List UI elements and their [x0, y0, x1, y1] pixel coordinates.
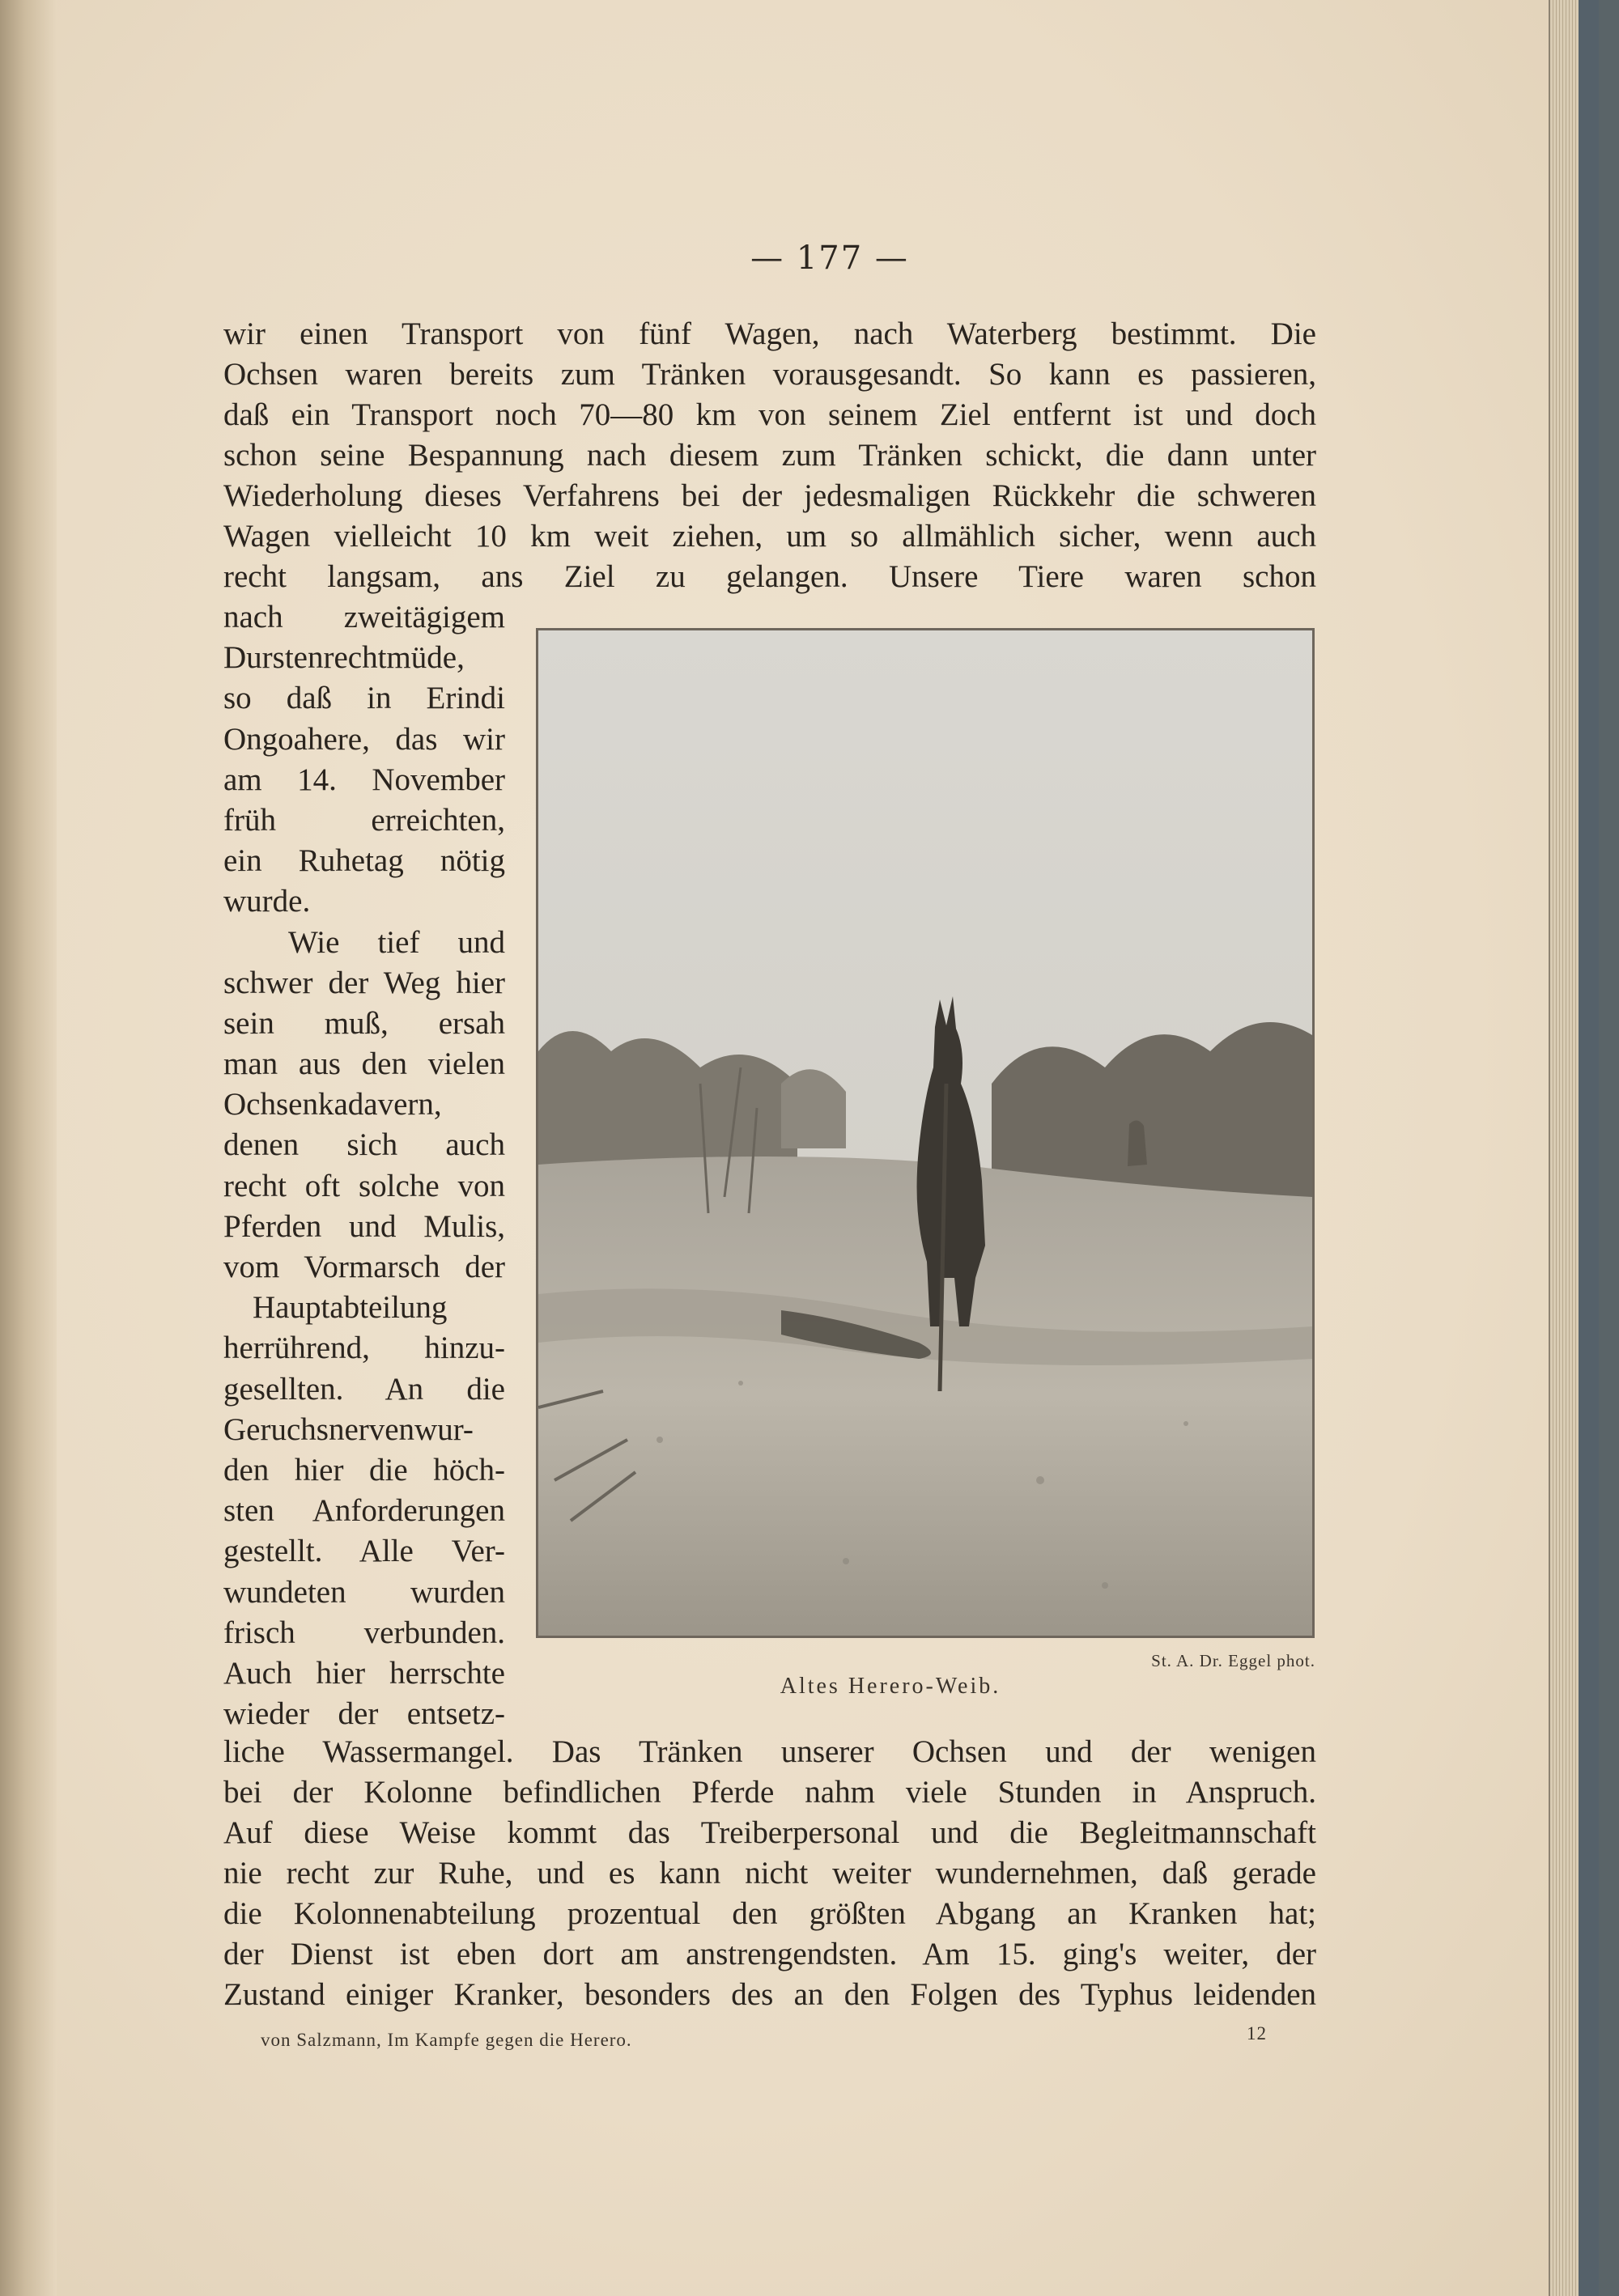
herero-woman-photo — [536, 628, 1315, 1638]
text-line: bei der Kolonne befindlichen Pferde nahm viele Stunden in Anspruch. — [223, 1775, 1316, 1810]
text-line: den hier die höch- — [223, 1452, 505, 1488]
photo-caption: Altes Herero-Weib. — [780, 1674, 1001, 1699]
photo-illustration — [538, 630, 1312, 1636]
text-line: am 14. November — [223, 762, 505, 797]
text-line: wundeten wurden — [223, 1574, 505, 1610]
text-line: recht langsam, ans Ziel zu gelangen. Unsere Tiere waren schon — [223, 559, 1316, 594]
page-gutter — [0, 0, 57, 2296]
text-line: Geruchsnervenwur- — [223, 1411, 474, 1447]
text-line: sten Anforderungen — [223, 1493, 505, 1529]
left-column-text — [223, 597, 505, 1734]
text-line: die Kolonnenabteilung prozentual den größten Abgang an Kranken hat; — [223, 1896, 1316, 1931]
text-line: Wiederholung dieses Verfahrens bei der jedesmaligen Rückkehr die schweren — [223, 478, 1316, 513]
text-line: daß ein Transport noch 70—80 km von seinem Ziel entfernt ist und doch — [223, 397, 1316, 432]
text-line: denen sich auch — [223, 1127, 505, 1163]
text-line: sein muß, ersah — [223, 1005, 505, 1041]
text-line: frisch verbunden. — [223, 1615, 505, 1650]
text-line: nie recht zur Ruhe, und es kann nicht weiter wundernehmen, daß gerade — [223, 1856, 1316, 1891]
text-line: herrührend, hinzu- — [223, 1330, 505, 1366]
book-footer-title: von Salzmann, Im Kampfe gegen die Herero. — [261, 2030, 632, 2050]
text-line: früh erreichten, — [223, 802, 505, 838]
text-line: Durstenrechtmüde, — [223, 640, 465, 676]
text-line: Ochsenkadavern, — [223, 1087, 442, 1123]
text-line: liche Wassermangel. Das Tränken unserer Ochsen und der wenigen — [223, 1734, 1316, 1769]
text-line: gesellten. An die — [223, 1371, 505, 1407]
text-line: recht oft solche von — [223, 1168, 505, 1203]
text-line: ein Ruhetag nötig — [223, 843, 505, 879]
photo-credit: St. A. Dr. Eggel phot. — [1151, 1651, 1315, 1670]
text-line: man aus den vielen — [223, 1046, 505, 1082]
text-line: vom Vormarsch der — [223, 1250, 505, 1284]
text-line: Wagen vielleicht 10 km weit ziehen, um so allmählich sicher, wenn auch — [223, 519, 1316, 554]
text-line: Zustand einiger Kranker, besonders des an den Folgen des Typhus leidenden — [223, 1977, 1316, 2012]
bottom-paragraph — [223, 1732, 1316, 2015]
text-line: Hauptabteilung — [253, 1290, 448, 1326]
page-number-header: — 177 — — [750, 240, 909, 277]
text-line: schon seine Bespannung nach diesem zum Tränken schickt, die dann unter — [223, 438, 1316, 473]
text-line: Auf diese Weise kommt das Treiberpersonal und die Begleitmannschaft — [223, 1815, 1316, 1850]
text-line: der Dienst ist eben dort am anstrengendsten. Am 15. ging's weiter, der — [223, 1937, 1316, 1971]
text-line: wir einen Transport von fünf Wagen, nach Waterberg bestimmt. Die — [223, 316, 1316, 351]
text-line: gestellt. Alle Ver- — [223, 1534, 505, 1569]
text-line: wurde. — [223, 884, 311, 919]
text-line: Wie tief und — [288, 924, 505, 960]
text-line: Ongoahere, das wir — [223, 721, 505, 757]
text-line: Ochsen waren bereits zum Tränken vorausgesandt. So kann es passieren, — [223, 357, 1316, 392]
text-line: wieder der entsetz- — [223, 1696, 505, 1732]
top-paragraph — [223, 314, 1316, 597]
text-line: Pferden und Mulis, — [223, 1208, 505, 1244]
text-line: Auch hier herrschte — [223, 1655, 505, 1691]
text-line: schwer der Weg hier — [223, 965, 505, 1000]
signature-mark: 12 — [1247, 2023, 1267, 2043]
book-binding — [1579, 0, 1599, 2296]
text-line: so daß in Erindi — [223, 681, 505, 716]
text-line: nach zweitägigem — [223, 600, 505, 634]
